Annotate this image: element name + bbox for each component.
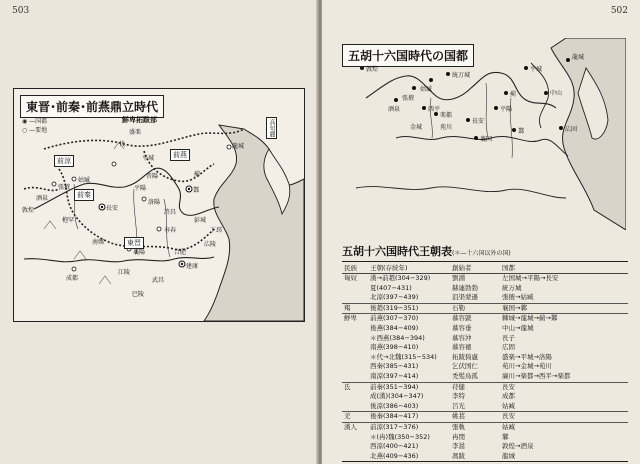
cell-people: 氐 — [342, 382, 368, 392]
table-title-text: 五胡十六国時代王朝表 — [342, 245, 452, 258]
label-chengdu: 成都 — [66, 275, 79, 282]
cell-capital: 姑臧 — [502, 401, 515, 410]
cell-people — [342, 293, 368, 303]
dynasty-table — [342, 261, 628, 462]
cell-dynasty: 西涼(400−421) — [370, 442, 419, 451]
cell-people — [342, 353, 368, 363]
cell-dynasty: 前涼(317−376) — [368, 422, 450, 432]
label-r-ji: 薊 — [510, 91, 517, 98]
label-r-zhangye: 張掖 — [402, 95, 415, 102]
table-row — [342, 412, 628, 423]
label-longcheng: 龍城 — [232, 143, 245, 150]
cell-dynasty: 成(漢)(304−347) — [370, 392, 424, 401]
cell-dynasty: 後涼(386−403) — [370, 401, 419, 410]
label-xuchang: 許昌 — [164, 209, 177, 216]
left-page — [0, 0, 318, 464]
label-r-dunhuang: 敦煌 — [366, 66, 379, 73]
label-r-ledu: 楽都 — [440, 112, 453, 119]
cell-people — [342, 433, 368, 443]
label-shengle: 盛楽 — [129, 129, 142, 136]
cell-dynasty: 北燕(409−436) — [368, 452, 450, 462]
label-r-pingyang: 平陽 — [500, 106, 513, 113]
cell-capital: 張掖→姑臧 — [502, 293, 534, 302]
label-jiangling: 江陵 — [118, 269, 131, 276]
label-former-qin: 前秦 — [74, 189, 94, 201]
cell-founder: 拓跋猗盧 — [452, 352, 478, 361]
table-subtitle: (＊―十六国以外の国) — [452, 250, 511, 257]
label-luoyang: 洛陽 — [148, 199, 161, 206]
table-title — [342, 243, 628, 259]
label-xiangyang: 襄陽 — [133, 249, 146, 256]
cell-people: 匈奴 — [344, 274, 357, 282]
left-map-title: 東晋･前秦･前燕鼎立時代 — [20, 95, 164, 118]
header-capital: 国都 — [500, 262, 628, 274]
table-row — [342, 433, 628, 443]
cell-dynasty: 南涼(397−414) — [370, 371, 419, 380]
label-dai: 代 — [119, 141, 126, 148]
label-r-changan: 長安 — [472, 118, 485, 125]
cell-people: 羌 — [342, 412, 368, 423]
label-r-pingcheng: 平城 — [530, 66, 543, 73]
table-row — [342, 422, 628, 432]
cell-dynasty: 後趙(319−351) — [368, 303, 450, 314]
cell-dynasty: ＊西燕(384−394) — [370, 333, 425, 342]
table-row — [342, 314, 628, 324]
right-map — [336, 38, 626, 230]
cell-dynasty: 漢→前趙(304−329) — [370, 274, 431, 282]
cell-founder: 赫連勃勃 — [452, 283, 478, 292]
cell-founder: 乞伏国仁 — [452, 362, 478, 371]
cell-founder: 姚萇 — [450, 412, 500, 423]
cell-founder: 呂光 — [452, 401, 465, 410]
label-pengcheng: 彭城 — [194, 217, 207, 224]
cell-founder: 李暠 — [452, 442, 465, 451]
table-row — [342, 343, 628, 353]
cell-people — [342, 362, 368, 372]
label-wuchang: 武昌 — [152, 277, 165, 284]
label-fuhan: 枹罕 — [62, 217, 75, 224]
header-people: 民族 — [342, 262, 368, 274]
cell-capital: 苑川→金城→苑川 — [502, 362, 552, 371]
label-r-jiuquan: 酒泉 — [388, 106, 401, 113]
label-r-xiangguo: 襄国 — [480, 136, 493, 143]
legend-key-place: ○ —要地 — [22, 127, 48, 134]
page-number-left: 503 — [12, 6, 30, 16]
label-r-jincheng: 金城 — [410, 124, 423, 131]
label-jiuquan: 酒泉 — [36, 195, 49, 202]
cell-people: 漢人 — [342, 422, 368, 432]
dynasty-table-section — [342, 243, 628, 462]
label-changan: 長安 — [106, 205, 119, 212]
table-row — [342, 303, 628, 314]
table-row — [342, 353, 628, 363]
cell-capital: 成都 — [502, 392, 515, 401]
left-map-legend — [22, 117, 47, 135]
cell-people: 羯 — [342, 303, 368, 314]
cell-founder: 慕容沖 — [452, 333, 472, 342]
label-ji: 薊 — [194, 171, 201, 178]
cell-capital: 姑臧 — [500, 422, 628, 432]
right-map-title: 五胡十六国時代の国都 — [342, 44, 474, 67]
cell-capital: 龍城 — [500, 452, 628, 462]
cell-founder: 慕容徳 — [452, 343, 472, 352]
label-r-guzang: 姑臧 — [420, 86, 433, 93]
cell-people — [342, 334, 368, 344]
cell-founder: 劉淵 — [452, 274, 465, 282]
label-r-yuanchuan: 苑川 — [440, 124, 453, 131]
cell-capital: 長安 — [500, 382, 628, 392]
cell-capital: 敦煌→酒泉 — [502, 442, 534, 451]
label-guzang: 姑臧 — [78, 177, 91, 184]
table-row — [342, 372, 628, 382]
table-row — [342, 452, 628, 462]
cell-dynasty: ＊(冉)魏(350−352) — [370, 432, 430, 441]
cell-people — [342, 442, 368, 452]
label-former-yan: 前燕 — [170, 149, 190, 161]
cell-dynasty: 前燕(307−370) — [368, 314, 450, 324]
cell-capital: 鄴 — [502, 432, 509, 441]
cell-founder: 冉閔 — [452, 432, 465, 441]
cell-founder: 沮渠蒙遜 — [452, 293, 478, 302]
label-r-longcheng: 龍城 — [572, 54, 585, 61]
cell-dynasty: 後秦(384−417) — [368, 412, 450, 423]
header-founder: 創始者 — [450, 262, 500, 274]
header-dynasty: 王朝(存続年) — [368, 262, 450, 274]
table-row — [342, 442, 628, 452]
label-hefei: 合肥 — [174, 249, 187, 256]
cell-founder: 馮跋 — [450, 452, 500, 462]
table-row — [342, 324, 628, 334]
label-former-liang: 前涼 — [54, 155, 74, 167]
left-map — [13, 88, 305, 322]
label-ye: 鄴 — [193, 187, 200, 194]
label-dunhuang: 敦煌 — [22, 207, 35, 214]
cell-capital: 廉川→楽都→西平→楽都 — [502, 371, 571, 380]
cell-dynasty: 後燕(384−409) — [370, 323, 419, 332]
cell-capital: 棘城→龍城→薊→鄴 — [500, 314, 628, 324]
cell-people — [342, 324, 368, 334]
label-nanzheng: 南鄭 — [92, 239, 105, 246]
label-xianbei: 鮮卑拓跋部 — [122, 116, 157, 124]
cell-capital: 中山→龍城 — [502, 323, 534, 332]
label-baling: 巴陵 — [132, 291, 145, 298]
label-jiankang: 建康 — [186, 263, 199, 270]
label-r-xiping: 西平 — [428, 106, 441, 113]
cell-dynasty: 夏(407−431) — [370, 283, 412, 292]
cell-capital: 統万城 — [502, 283, 522, 292]
label-r-tongwan: 統万城 — [452, 72, 471, 79]
cell-people — [342, 392, 368, 402]
table-row — [342, 274, 628, 284]
cell-dynasty: ＊代→北魏(315−534) — [370, 352, 437, 361]
label-pingyang: 平陽 — [134, 185, 147, 192]
cell-people — [342, 343, 368, 353]
cell-capital: 襄国→鄴 — [500, 303, 628, 314]
label-zhangye: 張掖 — [58, 184, 71, 191]
label-eastern-jin: 東晋 — [124, 237, 144, 249]
page-number-right: 502 — [610, 6, 628, 16]
cell-founder: 禿髪烏孤 — [452, 371, 478, 380]
cell-founder: 苻健 — [450, 382, 500, 392]
cell-capital: 左国城→平陽→長安 — [502, 274, 559, 282]
label-r-ye: 鄴 — [518, 128, 525, 135]
table-row — [342, 382, 628, 392]
table-row — [342, 362, 628, 372]
cell-people: 鮮卑 — [342, 314, 368, 324]
label-jinyang: 晋陽 — [146, 173, 159, 180]
label-xiapi: 下邳 — [210, 227, 223, 234]
label-shouchun: 寿春 — [164, 227, 177, 234]
table-row — [342, 293, 628, 303]
cell-founder: 慕容皝 — [450, 314, 500, 324]
table-row — [342, 392, 628, 402]
label-r-zhongshan: 中山 — [550, 90, 563, 97]
cell-capital: 盛楽→平城→洛陽 — [502, 352, 552, 361]
cell-dynasty: 北涼(397−439) — [370, 293, 419, 302]
table-header-row — [342, 262, 628, 274]
cell-people — [342, 372, 368, 382]
legend-capital: ◉ —国都 — [22, 118, 48, 125]
cell-capital: 長安 — [500, 412, 628, 423]
cell-people — [342, 402, 368, 412]
cell-founder: 李特 — [452, 392, 465, 401]
label-goguryeo: 高句麗 — [268, 119, 275, 137]
cell-capital: 長子 — [502, 333, 515, 342]
cell-dynasty: 前秦(351−394) — [368, 382, 450, 392]
table-row — [342, 284, 628, 294]
cell-dynasty: 西秦(385−431) — [370, 362, 419, 371]
label-r-guanggu: 広固 — [565, 126, 578, 133]
cell-founder: 張軌 — [450, 422, 500, 432]
table-body — [342, 274, 628, 462]
cell-capital: 広固 — [502, 343, 515, 352]
cell-people — [342, 284, 368, 294]
table-row — [342, 402, 628, 412]
cell-dynasty: 南燕(398−410) — [370, 343, 419, 352]
cell-founder: 慕容垂 — [452, 323, 472, 332]
label-pingcheng: 平城 — [142, 155, 155, 162]
table-row — [342, 334, 628, 344]
label-guangling: 広陵 — [204, 241, 217, 248]
cell-people — [342, 452, 368, 462]
cell-founder: 石勒 — [450, 303, 500, 314]
